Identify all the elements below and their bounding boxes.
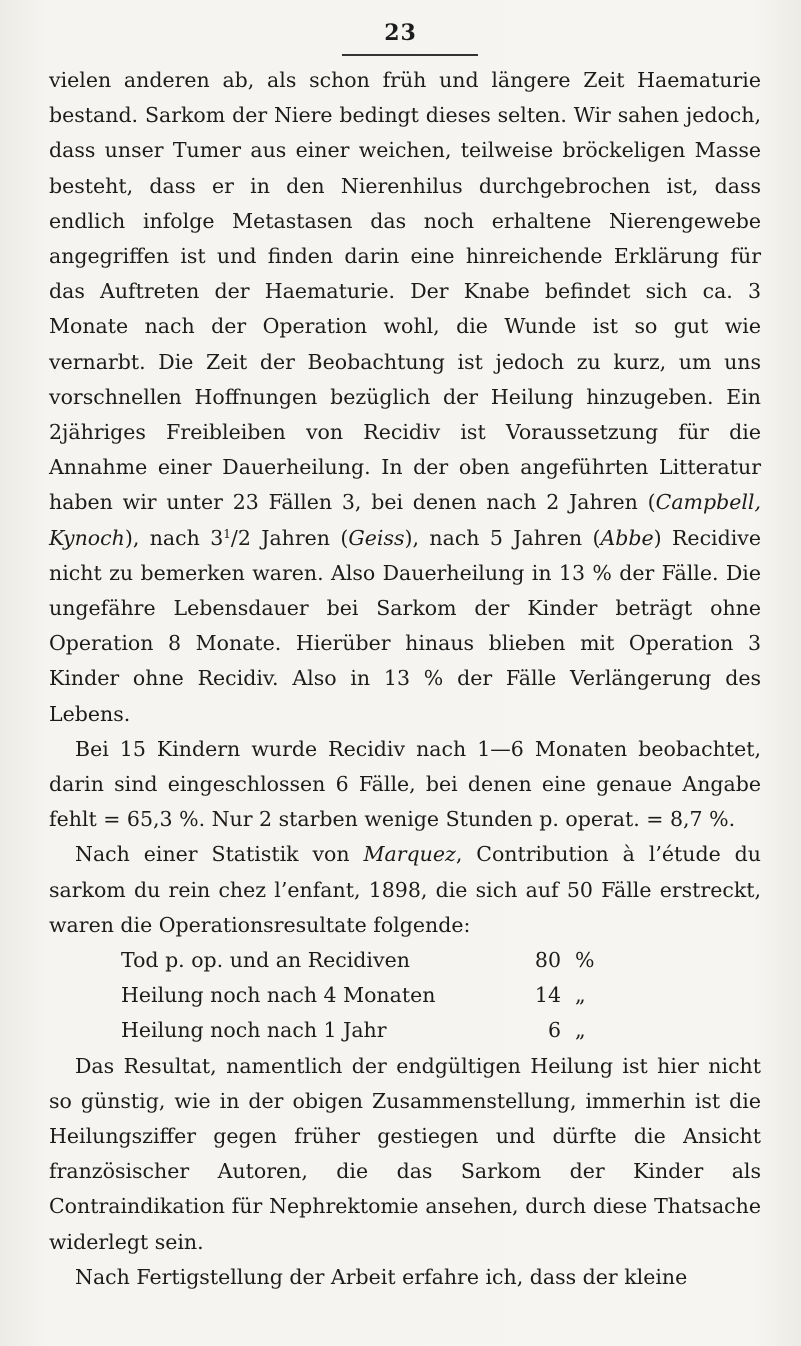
results-row (121, 1013, 761, 1048)
results-label: Heilung noch nach 1 Jahr (121, 1018, 387, 1043)
results-unit: „ (575, 983, 586, 1008)
paragraph-5: Nach Fertigstellung der Arbeit erfahre ich, dass der kleine (75, 1264, 688, 1289)
results-unit: „ (575, 1018, 586, 1043)
paragraph-4: Das Resultat, namentlich der endgültigen Heilung ist hier nicht so günstig, wie in der obigen Zusammenstellung, immerhin ist die Heilungsziffer gegen früher gestiegen und dürfte die Ansicht französischer Autoren, die das Sarkom der Kinder als Contraindikation für Nephrektomie ansehen, durch diese Thatsache widerlegt sein. (49, 1053, 761, 1254)
fraction-slash: / (230, 525, 238, 550)
header-rule (342, 54, 478, 56)
text-run: , Contribution à l’étude du sarkom du rein chez l’enfant, 1898, die sich auf 50 Fälle erstreckt, waren die Operationsresultate folgende: (49, 842, 761, 937)
results-value: 80 (534, 948, 561, 973)
results-label: Heilung noch nach 4 Monaten (121, 983, 436, 1008)
fraction-denominator: 2 (237, 525, 251, 550)
text-run: ), nach 5 Jahren ( (404, 525, 601, 550)
fraction-numerator: 1 (223, 526, 231, 541)
page-number: 23 (384, 20, 417, 46)
results-row (121, 978, 761, 1013)
paragraph-2: Bei 15 Kindern wurde Recidiv nach 1—6 Monaten beobachtet, darin sind eingeschlossen 6 Fälle, bei denen eine genaue Angabe fehlt = 65,3 %. Nur 2 starben wenige Stunden p. operat. = 8,7 %. (49, 736, 761, 832)
text-run: Jahren ( (250, 525, 349, 550)
text-run: ), nach 3 (124, 525, 224, 550)
results-list (49, 943, 761, 1049)
text-run: vielen anderen ab, als schon früh und längere Zeit Haematurie bestand. Sarkom der Niere bedingt dieses selten. Wir sahen jedoch, dass unser Tumer aus einer weichen, teilweise bröckeligen Masse besteht, dass er in den Nierenhilus durchgebrochen ist, dass endlich infolge Metastasen das noch erhaltene Nierengewebe angegriffen ist und finden darin eine hinreichende Erklärung für das Auftreten der Haematurie. Der Knabe befindet sich ca. 3 Monate nach der Operation wohl, die Wunde ist so gut wie vernarbt. Die Zeit der Beobachtung ist jedoch zu kurz, um uns vorschnellen Hoffnungen bezüglich der Heilung hinzugeben. Ein 2jähriges Freibleiben von Recidiv ist Voraussetzung für die Annahme einer Dauerheilung. In der oben angeführten Litteratur haben wir unter 23 Fällen 3, bei denen nach 2 Jahren ( (49, 68, 761, 515)
results-row (121, 943, 761, 978)
citation-author: Marquez (363, 842, 456, 867)
paragraph-1 (49, 63, 761, 732)
text-run: Nach einer Statistik von (75, 842, 364, 867)
results-label: Tod p. op. und an Recidiven (121, 948, 410, 973)
text-run: ) Recidive nicht zu bemerken waren. Also Dauerheilung in 13 % der Fälle. Die ungefähre Lebensdauer bei Sarkom der Kinder beträgt ohne Operation 8 Monate. Hierüber hinaus blieben mit Operation 3 Kinder ohne Recidiv. Also in 13 % der Fälle Verlängerung des Lebens. (49, 525, 761, 726)
paragraph-3 (49, 837, 761, 943)
body-text (49, 63, 761, 1295)
results-unit: % (575, 948, 595, 973)
results-value: 6 (547, 1018, 561, 1043)
results-value: 14 (534, 983, 561, 1008)
citation-author: Campbell, Kynoch (49, 490, 761, 550)
citation-author: Abbe (600, 525, 654, 550)
citation-author: Geiss (348, 525, 405, 550)
